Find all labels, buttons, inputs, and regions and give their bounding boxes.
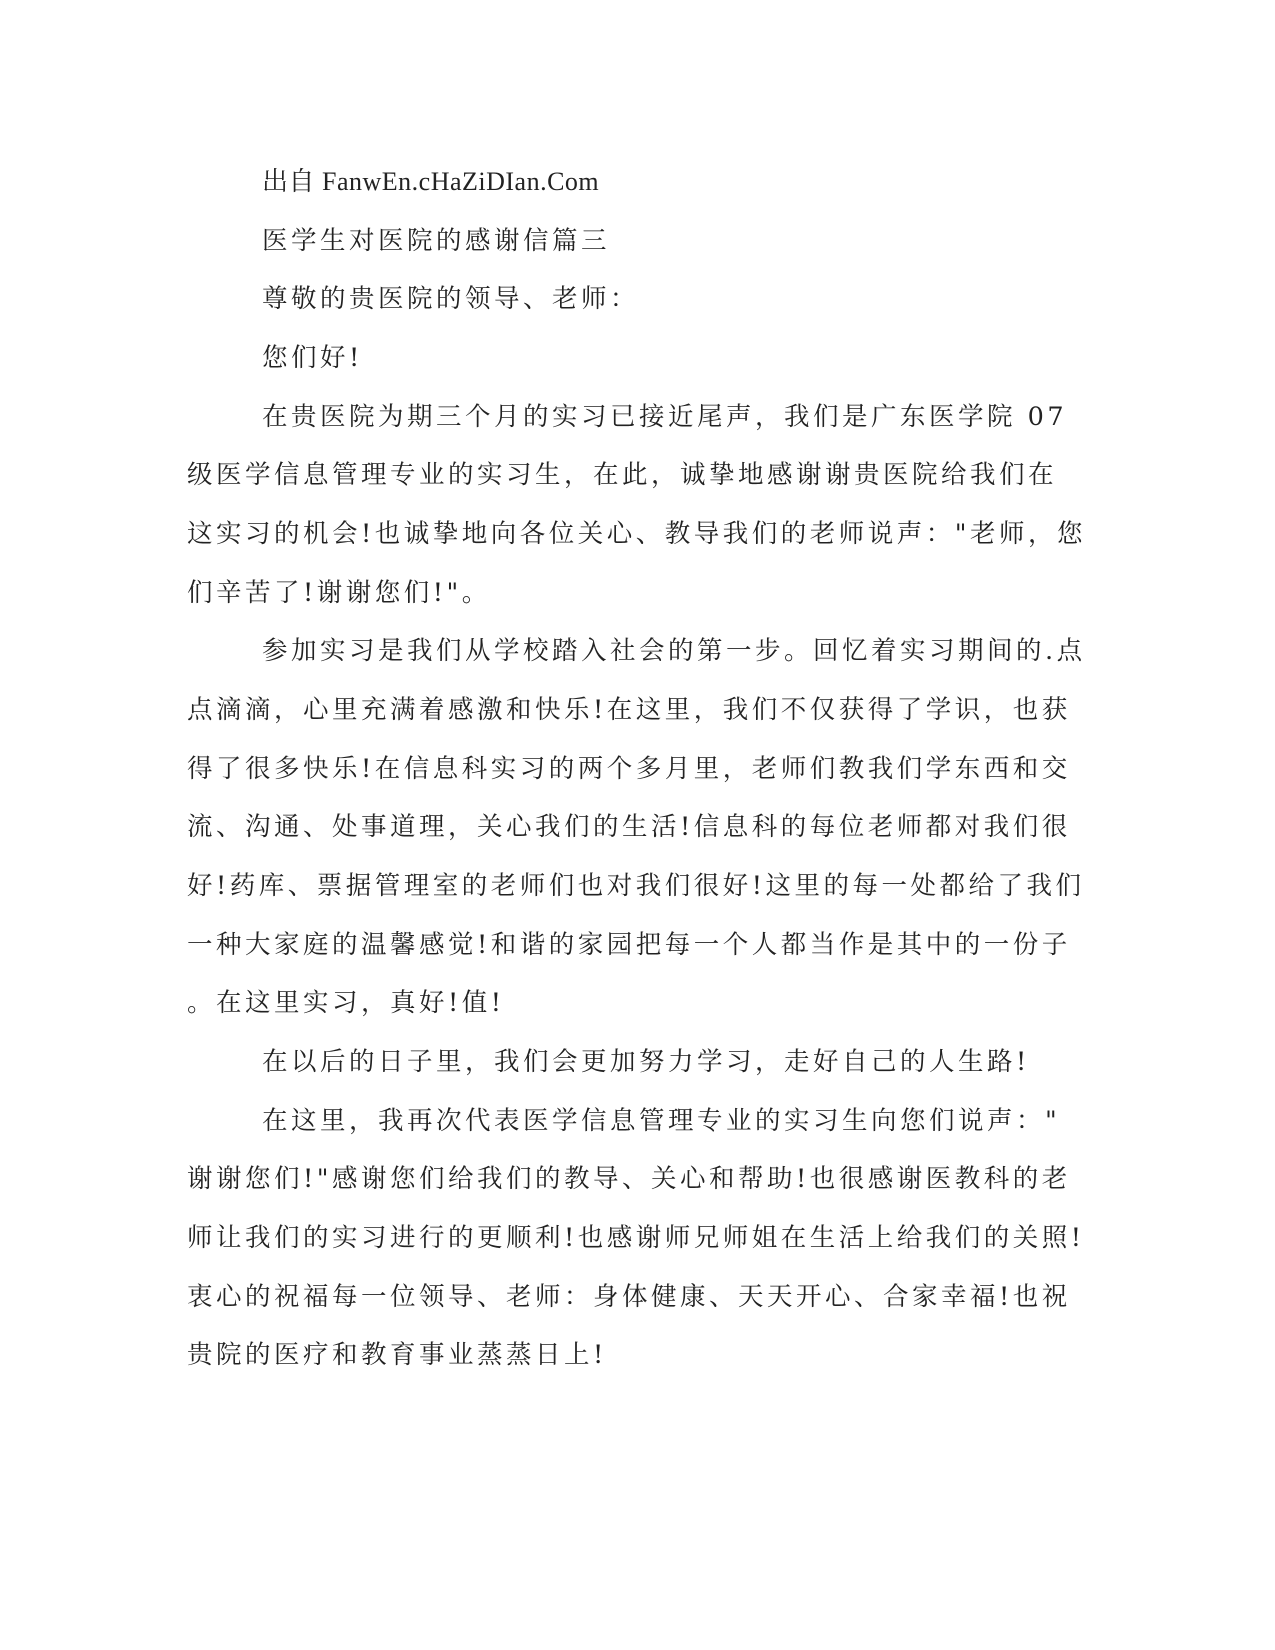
paragraph-line: 得了很多快乐!在信息科实习的两个多月里，老师们教我们学东西和交 — [187, 754, 1071, 784]
paragraph-line: 谢谢您们!"感谢您们给我们的教导、关心和帮助!也很感谢医教科的老 — [187, 1164, 1071, 1194]
paragraph-line: 好!药库、票据管理室的老师们也对我们很好!这里的每一处都给了我们 — [187, 871, 1085, 901]
paragraph-line: 师让我们的实习进行的更顺利!也感谢师兄师姐在生活上给我们的关照! — [187, 1223, 1085, 1253]
paragraph-line: 点滴滴，心里充满着感激和快乐!在这里，我们不仅获得了学识，也获 — [187, 695, 1071, 725]
salutation: 尊敬的贵医院的领导、老师： — [262, 284, 640, 314]
paragraph-line: 流、沟通、处事道理，关心我们的生活!信息科的每位老师都对我们很 — [187, 812, 1071, 842]
paragraph-line: 在以后的日子里，我们会更加努力学习，走好自己的人生路! — [262, 1047, 1030, 1077]
paragraph-line: 一种大家庭的温馨感觉!和谐的家园把每一个人都当作是其中的一份子 — [187, 930, 1071, 960]
source-line: 出自 FanwEn.cHaZiDIan.Com — [262, 167, 600, 196]
paragraph-line: 贵院的医疗和教育事业蒸蒸日上! — [187, 1340, 607, 1370]
paragraph-line: 在贵医院为期三个月的实习已接近尾声，我们是广东医学院 07 — [262, 402, 1068, 432]
greeting: 您们好! — [262, 343, 363, 373]
paragraph-line: 参加实习是我们从学校踏入社会的第一步。回忆着实习期间的.点 — [262, 636, 1086, 666]
paragraph-line: 在这里，我再次代表医学信息管理专业的实习生向您们说声：" — [262, 1106, 1061, 1136]
paragraph-line: 这实习的机会!也诚挚地向各位关心、教导我们的老师说声："老师，您 — [187, 519, 1086, 549]
paragraph-line: 们辛苦了!谢谢您们!"。 — [187, 578, 491, 608]
letter-title: 医学生对医院的感谢信篇三 — [262, 226, 611, 256]
paragraph-line: 级医学信息管理专业的实习生，在此，诚挚地感谢谢贵医院给我们在 — [187, 460, 1058, 490]
paragraph-line: 衷心的祝福每一位领导、老师：身体健康、天天开心、合家幸福!也祝 — [187, 1282, 1071, 1312]
paragraph-line: 。在这里实习，真好!值! — [187, 988, 505, 1018]
